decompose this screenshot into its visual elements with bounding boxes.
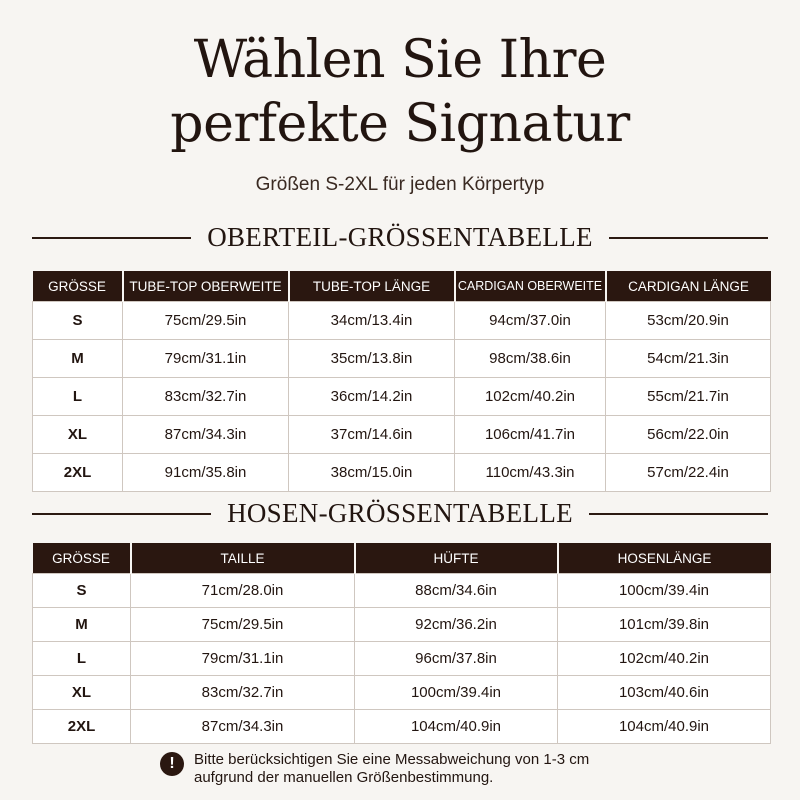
bottom-section-heading	[32, 498, 768, 529]
measurement-cell: 98cm/38.6in	[455, 340, 606, 378]
column-header: CARDIGAN OBERWEITE	[455, 271, 606, 302]
measurement-cell: 75cm/29.5in	[131, 608, 355, 642]
top-section-heading	[32, 222, 768, 253]
page-subtitle: Größen S-2XL für jeden Körpertyp	[255, 174, 545, 195]
measurement-cell: 56cm/22.0in	[606, 416, 771, 454]
measurement-cell: 91cm/35.8in	[123, 454, 289, 492]
measurement-cell: 87cm/34.3in	[131, 710, 355, 744]
size-cell: M	[33, 340, 123, 378]
measurement-cell: 100cm/39.4in	[558, 574, 771, 608]
measurement-cell: 104cm/40.9in	[558, 710, 771, 744]
measurement-cell: 110cm/43.3in	[455, 454, 606, 492]
size-cell: 2XL	[33, 710, 131, 744]
note-line-1: Bitte berücksichtigen Sie eine Messabweichung von 1-3 cm	[194, 751, 590, 768]
measurement-cell: 57cm/22.4in	[606, 454, 771, 492]
divider-left	[32, 237, 191, 239]
measurement-cell: 104cm/40.9in	[355, 710, 558, 744]
size-cell: S	[33, 302, 123, 340]
exclamation-icon: !	[160, 752, 184, 776]
measurement-cell: 37cm/14.6in	[289, 416, 455, 454]
table-row	[33, 340, 771, 378]
measurement-cell: 53cm/20.9in	[606, 302, 771, 340]
table-row	[33, 302, 771, 340]
size-cell: M	[33, 608, 131, 642]
size-cell: L	[33, 642, 131, 676]
measurement-cell: 38cm/15.0in	[289, 454, 455, 492]
measurement-cell: 75cm/29.5in	[123, 302, 289, 340]
measurement-cell: 87cm/34.3in	[123, 416, 289, 454]
measurement-cell: 79cm/31.1in	[131, 642, 355, 676]
column-header: TUBE-TOP OBERWEITE	[123, 271, 289, 302]
table-row	[33, 378, 771, 416]
bottom-size-table	[32, 543, 771, 744]
table-header-row	[33, 271, 771, 302]
column-header: HOSENLÄNGE	[558, 543, 771, 574]
size-cell: S	[33, 574, 131, 608]
top-size-table	[32, 271, 771, 492]
measurement-cell: 71cm/28.0in	[131, 574, 355, 608]
table-row	[33, 416, 771, 454]
measurement-cell: 103cm/40.6in	[558, 676, 771, 710]
size-cell: XL	[33, 416, 123, 454]
table-header-row	[33, 543, 771, 574]
table-row	[33, 642, 771, 676]
measurement-cell: 101cm/39.8in	[558, 608, 771, 642]
title-line-2: perfekte Signatur	[170, 94, 630, 154]
column-header: GRÖSSE	[33, 543, 131, 574]
measurement-cell: 55cm/21.7in	[606, 378, 771, 416]
size-cell: XL	[33, 676, 131, 710]
column-header: CARDIGAN LÄNGE	[606, 271, 771, 302]
measurement-cell: 94cm/37.0in	[455, 302, 606, 340]
table-row	[33, 608, 771, 642]
table-row	[33, 454, 771, 492]
divider-right	[609, 237, 768, 239]
measurement-cell: 83cm/32.7in	[131, 676, 355, 710]
measurement-cell: 34cm/13.4in	[289, 302, 455, 340]
size-cell: 2XL	[33, 454, 123, 492]
measurement-cell: 102cm/40.2in	[455, 378, 606, 416]
measurement-cell: 106cm/41.7in	[455, 416, 606, 454]
size-cell: L	[33, 378, 123, 416]
measurement-cell: 92cm/36.2in	[355, 608, 558, 642]
divider-left	[32, 513, 211, 515]
measurement-cell: 96cm/37.8in	[355, 642, 558, 676]
column-header: TAILLE	[131, 543, 355, 574]
column-header: TUBE-TOP LÄNGE	[289, 271, 455, 302]
column-header: HÜFTE	[355, 543, 558, 574]
measurement-cell: 54cm/21.3in	[606, 340, 771, 378]
divider-right	[589, 513, 768, 515]
bottom-section-title: HOSEN-GRÖSSENTABELLE	[227, 498, 573, 528]
measurement-cell: 79cm/31.1in	[123, 340, 289, 378]
page-title	[0, 28, 800, 156]
table-row	[33, 710, 771, 744]
measurement-cell: 83cm/32.7in	[123, 378, 289, 416]
measurement-cell: 102cm/40.2in	[558, 642, 771, 676]
top-section-title: OBERTEIL-GRÖSSENTABELLE	[207, 222, 593, 252]
note-text	[194, 751, 589, 787]
measurement-note	[160, 751, 680, 787]
column-header: GRÖSSE	[33, 271, 123, 302]
table-row	[33, 676, 771, 710]
measurement-cell: 88cm/34.6in	[355, 574, 558, 608]
note-line-2: aufgrund der manuellen Größenbestimmung.	[194, 769, 494, 786]
measurement-cell: 35cm/13.8in	[289, 340, 455, 378]
title-line-1: Wählen Sie Ihre	[193, 30, 607, 90]
measurement-cell: 36cm/14.2in	[289, 378, 455, 416]
measurement-cell: 100cm/39.4in	[355, 676, 558, 710]
table-row	[33, 574, 771, 608]
